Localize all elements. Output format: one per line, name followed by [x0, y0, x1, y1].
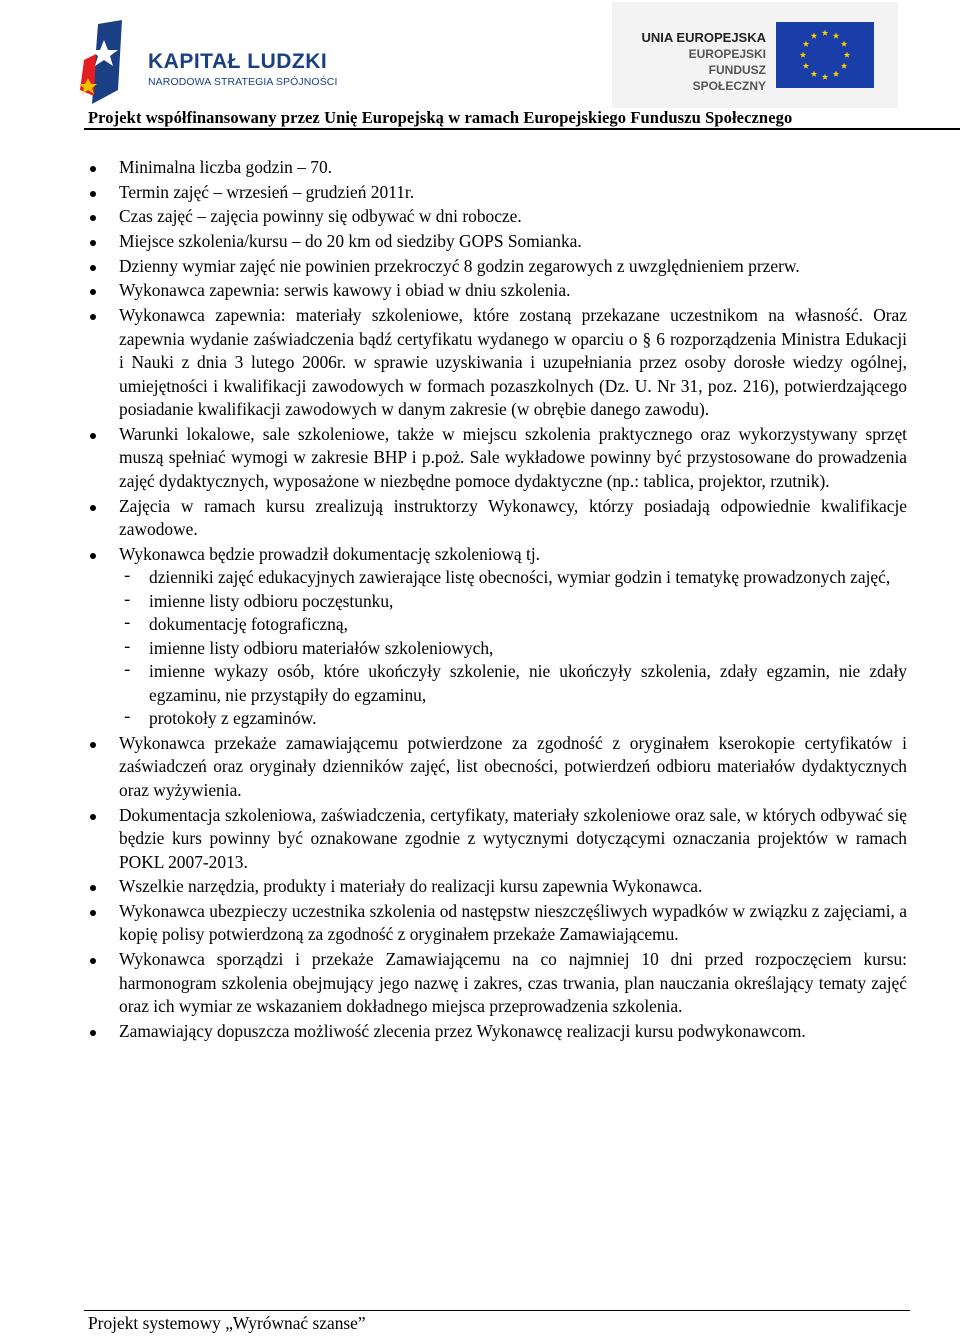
list-item — [119, 900, 907, 947]
list-item — [119, 423, 907, 494]
list-item — [119, 948, 907, 1019]
sublist-item-text: protokoły z egzaminów. — [149, 708, 317, 729]
list-item-text: Wszelkie narzędzia, produkty i materiały do realizacji kursu zapewnia Wykonawca. — [119, 876, 703, 897]
list-item-text: Wykonawca przekaże zamawiającemu potwierdzone za zgodność z oryginałem kserokopie certyfikatów i zaświadczeń oraz oryginały dzienników zajęć, list obecności, potwierdzeń odbioru materiałów dydaktycznych oraz wyżywienia. — [119, 732, 907, 800]
list-item — [119, 156, 907, 180]
list-item — [119, 255, 907, 279]
list-item-text: Zamawiający dopuszcza możliwość zlecenia przez Wykonawcę realizacji kursu podwykonawcom. — [119, 1020, 806, 1041]
list-item — [119, 205, 907, 229]
sublist-item — [119, 613, 907, 637]
list-item-text: Termin zajęć – wrzesień – grudzień 2011r. — [119, 181, 415, 202]
sublist-item — [119, 707, 907, 731]
list-item — [119, 279, 907, 303]
sublist-item — [119, 590, 907, 614]
sublist-item-text: imienne wykazy osób, które ukończyły szkolenie, nie ukończyły szkolenia, zdały egzamin, nie zdały egzaminu, nie przystąpiły do egzaminu, — [149, 661, 907, 705]
list-item-text: Czas zajęć – zajęcia powinny się odbywać w dni robocze. — [119, 206, 522, 227]
requirements-list — [119, 156, 907, 1043]
list-item — [119, 495, 907, 542]
document-body — [119, 156, 907, 1045]
sublist-item-text: imienne listy odbioru poczęstunku, — [149, 590, 394, 611]
list-item — [119, 304, 907, 422]
kapital-ludzki-subtitle: NARODOWA STRATEGIA SPÓJNOŚCI — [148, 76, 338, 88]
eu-fund-logo — [612, 2, 898, 108]
footer-project-name: Projekt systemowy „Wyrównać szanse” — [88, 1313, 366, 1333]
list-item-text: Wykonawca zapewnia: materiały szkoleniowe, które zostaną przekazane uczestnikom na własność. Oraz zapewnia wydanie zaświadczenia bądź certyfikatu wydanego w oparciu o § 6 rozporządzenia Ministra Edukacji i Nauki z dnia 3 lutego 2006r. w sprawie uzyskiwania i uzupełniania przez osoby dorosłe wiedzy ogólnej, umiejętności i kwalifikacji zawodowych w formach pozaszkolnych (Dz. U. Nr 31, poz. 216), potwierdzającego posiadanie kwalifikacji zawodowych w danym zakresie (w obrębie danego zawodu). — [119, 305, 907, 420]
kapital-ludzki-title: KAPITAŁ LUDZKI — [148, 50, 328, 73]
list-item — [119, 804, 907, 875]
list-item-text: Wykonawca sporządzi i przekaże Zamawiającemu na co najmniej 10 dni przed rozpoczęciem kursu: harmonogram szkolenia obejmujący jego nazwę i zakres, czas trwania, plan nauczania określający tematy zajęć oraz ich wymiar ze wskazaniem dokładnego miejsca przeprowadzenia szkolenia. — [119, 949, 907, 1017]
list-item-text: Warunki lokalowe, sale szkoleniowe, także w miejscu szkolenia praktycznego oraz wykorzystywany sprzęt muszą spełniać wymogi w zakresie BHP i p.poż. Sale wykładowe powinny być przystosowane do prowadzenia zajęć dydaktycznych, wyposażone w niezbędne pomoce dydaktyczne (np.: tablica, projektor, rzutnik). — [119, 423, 907, 491]
eu-logo-line3: FUNDUSZ SPOŁECZNY — [692, 63, 766, 93]
list-item-text: Miejsce szkolenia/kursu – do 20 km od siedziby GOPS Somianka. — [119, 231, 582, 252]
eu-logo-text — [636, 30, 766, 94]
sublist-item-text: dzienniki zajęć edukacyjnych zawierające listę obecności, wymiar godzin i tematykę prowadzonych zajęć, — [149, 567, 891, 588]
page-header — [0, 0, 960, 132]
sublist-item — [119, 660, 907, 707]
list-item-text: Dokumentacja szkoleniowa, zaświadczenia, certyfikaty, materiały szkoleniowe oraz sale, w których odbywać się będzie kurs powinny być oznakowane zgodnie z wytycznymi dotyczącymi oznaczania projektów w ramach POKL 2007-2013. — [119, 804, 907, 872]
documentation-sublist — [119, 566, 907, 731]
cofinancing-caption: Projekt współfinansowany przez Unię Europejską w ramach Europejskiego Funduszu Społecznego — [88, 108, 793, 127]
list-item — [119, 230, 907, 254]
list-item — [119, 732, 907, 803]
sublist-item — [119, 566, 907, 590]
list-item-text: Wykonawca ubezpieczy uczestnika szkolenia od następstw nieszczęśliwych wypadków w związku z zajęciami, a kopię polisy potwierdzoną za zgodność z oryginałem przekaże Zamawiającemu. — [119, 900, 907, 945]
sublist-item — [119, 637, 907, 661]
sublist-item-text: imienne listy odbioru materiałów szkoleniowych, — [149, 637, 494, 658]
list-item-text: Zajęcia w ramach kursu zrealizują instruktorzy Wykonawcy, którzy posiadają odpowiednie kwalifikacje zawodowe. — [119, 495, 907, 539]
list-item — [119, 181, 907, 205]
kapital-ludzki-logo-icon — [78, 20, 134, 110]
list-item — [119, 875, 907, 899]
header-divider — [84, 128, 960, 130]
list-item — [119, 543, 907, 731]
eu-flag-icon — [776, 22, 874, 88]
list-item-text: Minimalna liczba godzin – 70. — [119, 157, 332, 177]
eu-logo-line2: EUROPEJSKI — [688, 47, 766, 61]
list-item-text: Dzienny wymiar zajęć nie powinien przekroczyć 8 godzin zegarowych z uwzględnieniem przerw. — [119, 255, 800, 276]
footer-divider — [84, 1310, 910, 1311]
list-item — [119, 1020, 907, 1044]
eu-logo-line1: UNIA EUROPEJSKA — [641, 30, 766, 45]
list-item-text: Wykonawca będzie prowadził dokumentację szkoleniową tj. — [119, 543, 541, 564]
sublist-item-text: dokumentację fotograficzną, — [149, 614, 348, 635]
kapital-ludzki-logo — [78, 20, 338, 110]
list-item-text: Wykonawca zapewnia: serwis kawowy i obiad w dniu szkolenia. — [119, 280, 571, 301]
